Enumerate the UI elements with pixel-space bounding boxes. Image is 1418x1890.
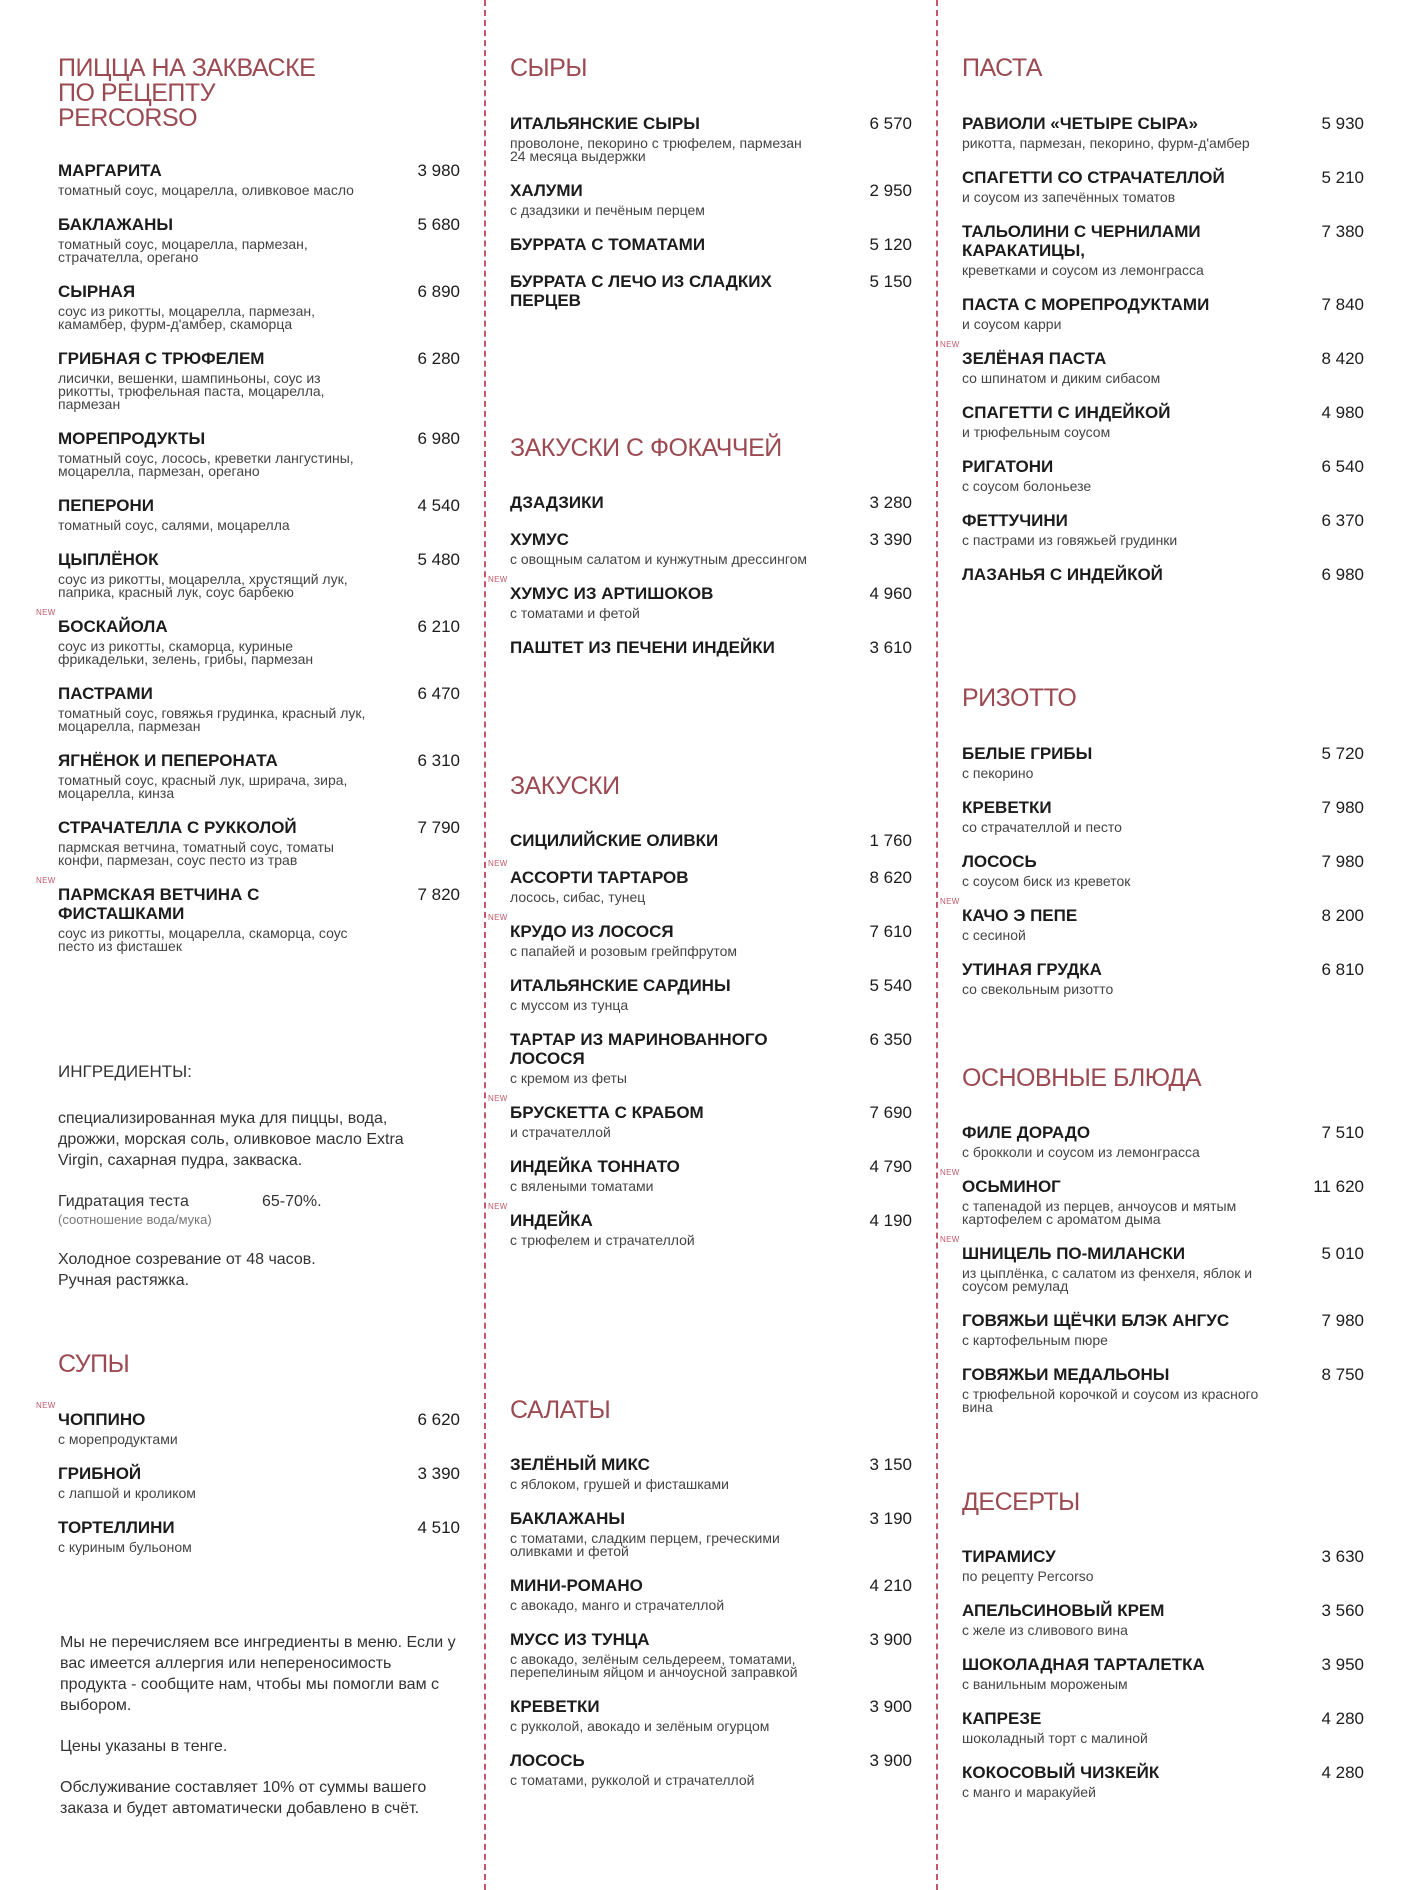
menu-item-price: 5 120 bbox=[869, 235, 912, 254]
menu-item-description: с сесиной bbox=[962, 927, 1026, 943]
menu-item-description: со свекольным ризотто bbox=[962, 981, 1114, 997]
menu-item bbox=[962, 222, 1364, 277]
mains-items bbox=[940, 1123, 1364, 1415]
menu-item-description: с манго и маракуйей bbox=[962, 1784, 1096, 1800]
menu-item-price: 7 820 bbox=[417, 885, 460, 904]
menu-item-description: креветками и соусом из лемонграсса bbox=[962, 262, 1204, 278]
menu-item-price: 4 790 bbox=[869, 1157, 912, 1176]
salads-items bbox=[510, 1455, 912, 1787]
menu-item-name: ФЕТТУЧИНИ bbox=[962, 511, 1068, 530]
menu-item bbox=[962, 1601, 1364, 1637]
menu-item-description: и трюфельным соусом bbox=[962, 424, 1111, 440]
menu-item-price: 8 200 bbox=[1321, 906, 1364, 925]
menu-item-price: 6 540 bbox=[1321, 457, 1364, 476]
menu-item-price: 3 390 bbox=[417, 1464, 460, 1483]
menu-item-name: ЛОСОСЬ bbox=[510, 1751, 585, 1770]
cold-proofing-text bbox=[58, 1249, 460, 1291]
appetizers-section bbox=[488, 772, 912, 1265]
menu-item-description: с томатами, сладким перцем, греческими оливками и фетой bbox=[510, 1530, 780, 1559]
menu-item-price: 6 810 bbox=[1321, 960, 1364, 979]
section-title-focaccia: ЗАКУСКИ С ФОКАЧЧЕЙ bbox=[510, 434, 782, 462]
menu-item bbox=[940, 340, 1364, 386]
menu-item-name: КРЕВЕТКИ bbox=[962, 798, 1052, 817]
menu-item-price: 5 720 bbox=[1321, 744, 1364, 763]
focaccia-items bbox=[488, 493, 912, 657]
menu-item-price: 4 280 bbox=[1321, 1709, 1364, 1728]
menu-item-name: РАВИОЛИ «ЧЕТЫРЕ СЫРА» bbox=[962, 114, 1198, 133]
section-title-pizza: ПИЦЦА НА ЗАКВАСКЕ ПО РЕЦЕПТУ PERCORSO bbox=[58, 54, 316, 132]
menu-item bbox=[510, 235, 912, 254]
menu-item-price: 4 540 bbox=[417, 496, 460, 515]
menu-item-name: РИГАТОНИ bbox=[962, 457, 1054, 476]
desserts-section bbox=[962, 1490, 1364, 1817]
menu-item bbox=[488, 1094, 912, 1140]
new-badge: NEW bbox=[36, 608, 56, 617]
menu-item-description: томатный соус, красный лук, шрирача, зира, моцарелла, кинза bbox=[58, 772, 348, 801]
section-title-appetizers: ЗАКУСКИ bbox=[510, 772, 620, 800]
menu-item bbox=[488, 913, 912, 959]
new-badge: NEW bbox=[488, 1202, 508, 1211]
menu-item-description: томатный соус, лосось, креветки лангустины, моцарелла, пармезан, орегано bbox=[58, 450, 354, 479]
menu-item-description: с ванильным мороженым bbox=[962, 1676, 1128, 1692]
menu-item-price: 6 280 bbox=[417, 349, 460, 368]
menu-item-description: с картофельным пюре bbox=[962, 1332, 1108, 1348]
menu-item-price: 3 980 bbox=[417, 161, 460, 180]
menu-item-price: 6 370 bbox=[1321, 511, 1364, 530]
menu-item-name: ЗЕЛЁНАЯ ПАСТА bbox=[962, 349, 1107, 368]
cheeses-section bbox=[510, 56, 912, 328]
menu-item bbox=[962, 852, 1364, 888]
menu-item-price: 5 680 bbox=[417, 215, 460, 234]
menu-item-price: 6 980 bbox=[417, 429, 460, 448]
menu-item-price: 4 280 bbox=[1321, 1763, 1364, 1782]
menu-item-name: ФИЛЕ ДОРАДО bbox=[962, 1123, 1091, 1142]
menu-item-description: с папайей и розовым грейпфрутом bbox=[510, 943, 738, 959]
hydration-label: Гидратация теста bbox=[58, 1193, 189, 1210]
allergy-note: Мы не перечисляем все ингредиенты в меню. Если у вас имеется аллергия или непереносимость продукта - сообщите нам, чтобы мы помогли вам с выбором. bbox=[60, 1634, 456, 1714]
menu-item-price: 8 620 bbox=[869, 868, 912, 887]
menu-item-name: КРУДО ИЗ ЛОСОСЯ bbox=[510, 922, 674, 941]
menu-item-name: КАЧО Э ПЕПЕ bbox=[962, 906, 1078, 925]
menu-item bbox=[488, 1202, 912, 1248]
new-badge: NEW bbox=[940, 340, 960, 349]
menu-item bbox=[962, 457, 1364, 493]
soups-section bbox=[36, 1350, 460, 1572]
menu-item bbox=[510, 493, 912, 512]
menu-item-name: ПАШТЕТ ИЗ ПЕЧЕНИ ИНДЕЙКИ bbox=[510, 638, 775, 657]
menu-item-name: ИНДЕЙКА bbox=[510, 1211, 593, 1230]
menu-item-name: ПАРМСКАЯ ВЕТЧИНА С ФИСТАШКАМИ bbox=[58, 885, 260, 923]
menu-item-description: с куриным бульоном bbox=[58, 1539, 192, 1555]
menu-item bbox=[36, 1401, 460, 1447]
menu-item-price: 1 760 bbox=[869, 831, 912, 850]
menu-item-price: 4 510 bbox=[417, 1518, 460, 1537]
menu-item-price: 5 010 bbox=[1321, 1244, 1364, 1263]
menu-item-price: 5 480 bbox=[417, 550, 460, 569]
menu-item-description: с кремом из феты bbox=[510, 1070, 627, 1086]
menu-item-name: ИНДЕЙКА ТОННАТО bbox=[510, 1157, 680, 1176]
menu-item-price: 5 210 bbox=[1321, 168, 1364, 187]
menu-item-name: ГОВЯЖЬИ МЕДАЛЬОНЫ bbox=[962, 1365, 1170, 1384]
menu-item-price: 7 790 bbox=[417, 818, 460, 837]
menu-item-name: МИНИ-РОМАНО bbox=[510, 1576, 643, 1595]
menu-item bbox=[962, 1655, 1364, 1691]
menu-item bbox=[962, 798, 1364, 834]
menu-item bbox=[510, 181, 912, 217]
menu-item-name: ЧОППИНО bbox=[58, 1410, 146, 1429]
menu-item bbox=[58, 349, 460, 411]
menu-item bbox=[962, 744, 1364, 780]
menu-item-name: ШНИЦЕЛЬ ПО-МИЛАНСКИ bbox=[962, 1244, 1186, 1263]
menu-item-description: пармская ветчина, томатный соус, томаты конфи, пармезан, соус песто из трав bbox=[58, 839, 334, 868]
pizza-section bbox=[36, 54, 460, 971]
menu-item-name: БОСКАЙОЛА bbox=[58, 617, 168, 636]
notes-text bbox=[60, 1632, 460, 1819]
menu-item-name: СИЦИЛИЙСКИЕ ОЛИВКИ bbox=[510, 831, 719, 850]
menu-item bbox=[58, 429, 460, 478]
menu-item-name: СТРАЧАТЕЛЛА С РУККОЛОЙ bbox=[58, 818, 297, 837]
pasta-items bbox=[940, 114, 1364, 584]
new-badge: NEW bbox=[488, 1094, 508, 1103]
menu-item-description: с дзадзики и печёным перцем bbox=[510, 202, 705, 218]
new-badge: NEW bbox=[940, 897, 960, 906]
menu-item-price: 5 540 bbox=[869, 976, 912, 995]
menu-item-description: проволоне, пекорино с трюфелем, пармезан 24 месяца выдержки bbox=[510, 135, 802, 164]
menu-item bbox=[962, 565, 1364, 584]
menu-item-description: с авокадо, манго и страчателлой bbox=[510, 1597, 725, 1613]
menu-item-name: МАРГАРИТА bbox=[58, 161, 162, 180]
menu-item-name: ПАСТРАМИ bbox=[58, 684, 153, 703]
menu-item-price: 4 190 bbox=[869, 1211, 912, 1230]
menu-item-description: с вялеными томатами bbox=[510, 1178, 654, 1194]
menu-item-name: ТАЛЬОЛИНИ С ЧЕРНИЛАМИ КАРАКАТИЦЫ, bbox=[962, 222, 1201, 260]
new-badge: NEW bbox=[36, 876, 56, 885]
menu-item bbox=[58, 751, 460, 800]
cheeses-items bbox=[510, 114, 912, 310]
menu-item-description: и страчателлой bbox=[510, 1124, 611, 1140]
menu-item-price: 5 930 bbox=[1321, 114, 1364, 133]
menu-item-name: СПАГЕТТИ СО СТРАЧАТЕЛЛОЙ bbox=[962, 168, 1225, 187]
menu-item-name: ЗЕЛЁНЫЙ МИКС bbox=[510, 1455, 650, 1474]
menu-item-description: с пекорино bbox=[962, 765, 1034, 781]
mains-section bbox=[940, 1064, 1364, 1432]
menu-item-price: 7 380 bbox=[1321, 222, 1364, 241]
hand-stretch-line: Ручная растяжка. bbox=[58, 1272, 190, 1289]
menu-item-name: ЦЫПЛЁНОК bbox=[58, 550, 159, 569]
menu-item bbox=[58, 161, 460, 197]
menu-item-description: томатный соус, моцарелла, оливковое масло bbox=[58, 182, 354, 198]
menu-item bbox=[510, 1751, 912, 1787]
menu-item-description: с тапенадой из перцев, анчоусов и мятым картофелем с ароматом дыма bbox=[962, 1198, 1237, 1227]
menu-item-description: шоколадный торт с малиной bbox=[962, 1730, 1148, 1746]
menu-item bbox=[58, 496, 460, 532]
menu-item-description: с авокадо, зелёным сельдереем, томатами, перепелиным яйцом и анчоусной заправкой bbox=[510, 1651, 798, 1680]
menu-item-description: с соусом биск из креветок bbox=[962, 873, 1131, 889]
hydration-note: (соотношение вода/мука) bbox=[58, 1212, 212, 1227]
desserts-items bbox=[962, 1547, 1364, 1799]
menu-item-price: 3 390 bbox=[869, 530, 912, 549]
menu-item bbox=[510, 1697, 912, 1733]
menu-item-description: лисички, вешенки, шампиньоны, соус из рикотты, трюфельная паста, моцарелла, пармезан bbox=[58, 370, 325, 412]
menu-item-description: со шпинатом и диким сибасом bbox=[962, 370, 1161, 386]
menu-item-description: томатный соус, говяжья грудинка, красный лук, моцарелла, пармезан bbox=[58, 705, 366, 734]
menu-item-description: с соусом болоньезе bbox=[962, 478, 1092, 494]
section-title-soups: СУПЫ bbox=[58, 1350, 130, 1378]
new-badge: NEW bbox=[940, 1168, 960, 1177]
menu-item-description: и соусом из запечённых томатов bbox=[962, 189, 1176, 205]
menu-item bbox=[510, 530, 912, 566]
menu-item-name: ХАЛУМИ bbox=[510, 181, 583, 200]
menu-item-name: КОКОСОВЫЙ ЧИЗКЕЙК bbox=[962, 1763, 1160, 1782]
menu-item-price: 6 310 bbox=[417, 751, 460, 770]
menu-item-name: БУРРАТА С ЛЕЧО ИЗ СЛАДКИХ ПЕРЦЕВ bbox=[510, 272, 772, 310]
menu-item-name: КАПРЕЗЕ bbox=[962, 1709, 1042, 1728]
menu-item-price: 3 900 bbox=[869, 1697, 912, 1716]
menu-item-description: с лапшой и кроликом bbox=[58, 1485, 196, 1501]
pasta-section bbox=[940, 54, 1364, 602]
menu-item bbox=[510, 114, 912, 163]
pizza-items bbox=[36, 161, 460, 954]
new-badge: NEW bbox=[36, 1401, 56, 1410]
menu-item-name: МУСС ИЗ ТУНЦА bbox=[510, 1630, 650, 1649]
menu-item-price: 7 690 bbox=[869, 1103, 912, 1122]
menu-item-price: 7 980 bbox=[1321, 1311, 1364, 1330]
menu-item-price: 6 470 bbox=[417, 684, 460, 703]
section-title-risotto: РИЗОТТО bbox=[962, 684, 1077, 712]
menu-item bbox=[58, 1464, 460, 1500]
menu-item-price: 5 150 bbox=[869, 272, 912, 291]
menu-item-price: 3 900 bbox=[869, 1630, 912, 1649]
menu-item-description: с морепродуктами bbox=[58, 1431, 178, 1447]
menu-item bbox=[962, 403, 1364, 439]
section-title-cheeses: СЫРЫ bbox=[510, 54, 587, 82]
menu-item-price: 3 150 bbox=[869, 1455, 912, 1474]
menu-item-name: МОРЕПРОДУКТЫ bbox=[58, 429, 206, 448]
column-divider-2 bbox=[936, 0, 938, 1890]
menu-item-name: ХУМУС ИЗ АРТИШОКОВ bbox=[510, 584, 714, 603]
menu-item-description: с пастрами из говяжьей грудинки bbox=[962, 532, 1178, 548]
menu-item-name: ТИРАМИСУ bbox=[962, 1547, 1056, 1566]
menu-item bbox=[962, 511, 1364, 547]
menu-item-price: 6 210 bbox=[417, 617, 460, 636]
menu-item-description: рикотта, пармезан, пекорино, фурм-д'амбер bbox=[962, 135, 1250, 151]
menu-item-price: 7 980 bbox=[1321, 798, 1364, 817]
menu-item-price: 3 610 bbox=[869, 638, 912, 657]
menu-item-name: ТОРТЕЛЛИНИ bbox=[58, 1518, 175, 1537]
menu-item-description: с овощным салатом и кунжутным дрессингом bbox=[510, 551, 808, 567]
menu-item-description: с томатами и фетой bbox=[510, 605, 640, 621]
risotto-items bbox=[940, 744, 1364, 997]
hydration-value: 65-70%. bbox=[262, 1193, 322, 1210]
menu-item bbox=[962, 114, 1364, 150]
menu-item-price: 7 840 bbox=[1321, 295, 1364, 314]
menu-item-name: БЕЛЫЕ ГРИБЫ bbox=[962, 744, 1093, 763]
menu-item bbox=[510, 1157, 912, 1193]
menu-item bbox=[962, 295, 1364, 331]
menu-item bbox=[510, 1509, 912, 1558]
menu-item bbox=[940, 897, 1364, 943]
menu-item-description: со страчателлой и песто bbox=[962, 819, 1122, 835]
menu-item-price: 3 190 bbox=[869, 1509, 912, 1528]
menu-item-name: ПЕПЕРОНИ bbox=[58, 496, 154, 515]
menu-item bbox=[58, 1518, 460, 1554]
menu-item-name: ШОКОЛАДНАЯ ТАРТАЛЕТКА bbox=[962, 1655, 1205, 1674]
menu-item-description: соус из рикотты, моцарелла, пармезан, камамбер, фурм-д'амбер, скаморца bbox=[58, 303, 315, 332]
salads-section bbox=[510, 1398, 912, 1805]
menu-item-name: ХУМУС bbox=[510, 530, 569, 549]
menu-item bbox=[36, 876, 460, 954]
menu-item bbox=[510, 272, 912, 310]
menu-item bbox=[962, 1709, 1364, 1745]
menu-item-price: 6 620 bbox=[417, 1410, 460, 1429]
new-badge: NEW bbox=[488, 575, 508, 584]
menu-item-description: с брокколи и соусом из лемонграсса bbox=[962, 1144, 1200, 1160]
menu-item-name: ГРИБНОЙ bbox=[58, 1464, 142, 1483]
menu-item-name: ЯГНЁНОК И ПЕПЕРОНАТА bbox=[58, 751, 278, 770]
menu-item-name: БРУСКЕТТА С КРАБОМ bbox=[510, 1103, 704, 1122]
hydration-row bbox=[58, 1192, 460, 1212]
menu-item-name: УТИНАЯ ГРУДКА bbox=[962, 960, 1102, 979]
menu-item-name: БАКЛАЖАНЫ bbox=[510, 1509, 625, 1528]
menu-item bbox=[488, 575, 912, 621]
menu-item bbox=[962, 168, 1364, 204]
menu-item-name: ИТАЛЬЯНСКИЕ СЫРЫ bbox=[510, 114, 700, 133]
menu-item-name: СПАГЕТТИ С ИНДЕЙКОЙ bbox=[962, 403, 1171, 422]
menu-item-name: БУРРАТА С ТОМАТАМИ bbox=[510, 235, 706, 254]
menu-item-price: 3 560 bbox=[1321, 1601, 1364, 1620]
menu-item-description: с трюфелем и страчателлой bbox=[510, 1232, 695, 1248]
appetizers-items bbox=[488, 831, 912, 1248]
menu-item-price: 4 210 bbox=[869, 1576, 912, 1595]
menu-item-price: 6 980 bbox=[1321, 565, 1364, 584]
menu-item-description: и соусом карри bbox=[962, 316, 1062, 332]
cold-proofing-line: Холодное созревание от 48 часов. bbox=[58, 1251, 316, 1268]
menu-item-name: ГОВЯЖЬИ ЩЁЧКИ БЛЭК АНГУС bbox=[962, 1311, 1230, 1330]
menu-item-name: БАКЛАЖАНЫ bbox=[58, 215, 173, 234]
section-title-salads: САЛАТЫ bbox=[510, 1396, 611, 1424]
ingredients-block bbox=[58, 1062, 460, 1291]
menu-item-price: 3 950 bbox=[1321, 1655, 1364, 1674]
menu-item-price: 8 420 bbox=[1321, 349, 1364, 368]
menu-item-price: 6 570 bbox=[869, 114, 912, 133]
menu-item-description: соус из рикотты, моцарелла, хрустящий лук, паприка, красный лук, соус барбекю bbox=[58, 571, 348, 600]
menu-item-name: ЛАЗАНЬЯ С ИНДЕЙКОЙ bbox=[962, 565, 1163, 584]
menu-item-price: 7 610 bbox=[869, 922, 912, 941]
ingredients-text: специализированная мука для пиццы, вода, дрожжи, морская соль, оливковое масло Extra Virgin, сахарная пудра, закваска. bbox=[58, 1110, 404, 1169]
menu-item-name: ДЗАДЗИКИ bbox=[510, 493, 604, 512]
menu-item-description: по рецепту Percorso bbox=[962, 1568, 1094, 1584]
menu-item-price: 2 950 bbox=[869, 181, 912, 200]
menu-item-description: томатный соус, салями, моцарелла bbox=[58, 517, 290, 533]
menu-item bbox=[510, 1576, 912, 1612]
menu-item bbox=[510, 1455, 912, 1491]
menu-item bbox=[58, 684, 460, 733]
menu-item bbox=[962, 960, 1364, 996]
menu-item-price: 6 350 bbox=[869, 1030, 912, 1049]
new-badge: NEW bbox=[940, 1235, 960, 1244]
menu-item bbox=[962, 1311, 1364, 1347]
menu-item-price: 4 960 bbox=[869, 584, 912, 603]
menu-item bbox=[510, 831, 912, 850]
menu-item-name: КРЕВЕТКИ bbox=[510, 1697, 600, 1716]
new-badge: NEW bbox=[488, 913, 508, 922]
menu-item-name: АССОРТИ ТАРТАРОВ bbox=[510, 868, 689, 887]
menu-item-price: 3 900 bbox=[869, 1751, 912, 1770]
menu-item-description: лосось, сибас, тунец bbox=[510, 889, 646, 905]
menu-item-description: из цыплёнка, с салатом из фенхеля, яблок и соусом ремулад bbox=[962, 1265, 1253, 1294]
menu-item-price: 3 280 bbox=[869, 493, 912, 512]
menu-item bbox=[58, 818, 460, 867]
risotto-section bbox=[940, 684, 1364, 1014]
menu-item bbox=[510, 1630, 912, 1679]
menu-item-name: СЫРНАЯ bbox=[58, 282, 136, 301]
new-badge: NEW bbox=[488, 859, 508, 868]
menu-item-price: 6 890 bbox=[417, 282, 460, 301]
section-title-pasta: ПАСТА bbox=[962, 54, 1042, 82]
menu-item bbox=[58, 282, 460, 331]
section-title-desserts: ДЕСЕРТЫ bbox=[962, 1488, 1080, 1516]
menu-item bbox=[58, 215, 460, 264]
ingredients-label: ИНГРЕДИЕНТЫ: bbox=[58, 1062, 192, 1081]
menu-item bbox=[940, 1235, 1364, 1294]
menu-item-price: 8 750 bbox=[1321, 1365, 1364, 1384]
menu-item-name: ОСЬМИНОГ bbox=[962, 1177, 1061, 1196]
focaccia-section bbox=[488, 434, 912, 675]
menu-item bbox=[488, 859, 912, 905]
menu-item-description: с рукколой, авокадо и зелёным огурцом bbox=[510, 1718, 770, 1734]
menu-item-name: ПАСТА С МОРЕПРОДУКТАМИ bbox=[962, 295, 1210, 314]
service-note: Обслуживание составляет 10% от суммы вашего заказа и будет автоматически добавлено в счёт. bbox=[60, 1779, 427, 1817]
menu-item bbox=[510, 1030, 912, 1085]
menu-item-name: ЛОСОСЬ bbox=[962, 852, 1037, 871]
menu-item-name: АПЕЛЬСИНОВЫЙ КРЕМ bbox=[962, 1601, 1165, 1620]
menu-item-description: с томатами, рукколой и страчателлой bbox=[510, 1772, 755, 1788]
menu-item-description: соус из рикотты, моцарелла, скаморца, соус песто из фисташек bbox=[58, 925, 348, 954]
notes-block bbox=[60, 1632, 460, 1839]
menu-item-name: ИТАЛЬЯНСКИЕ САРДИНЫ bbox=[510, 976, 731, 995]
menu-item-description: соус из рикотты, скаморца, куриные фрикадельки, зелень, грибы, пармезан bbox=[58, 638, 314, 667]
menu-item-price: 3 630 bbox=[1321, 1547, 1364, 1566]
section-title-mains: ОСНОВНЫЕ БЛЮДА bbox=[962, 1064, 1202, 1092]
menu-item bbox=[36, 608, 460, 667]
menu-item bbox=[962, 1547, 1364, 1583]
soups-items bbox=[36, 1401, 460, 1555]
menu-item-name: ГРИБНАЯ С ТРЮФЕЛЕМ bbox=[58, 349, 265, 368]
menu-item-description: с яблоком, грушей и фисташками bbox=[510, 1476, 729, 1492]
menu-item-description: томатный соус, моцарелла, пармезан, страчателла, орегано bbox=[58, 236, 308, 265]
menu-item bbox=[58, 550, 460, 599]
menu-item bbox=[940, 1168, 1364, 1227]
menu-item-description: с трюфельной корочкой и соусом из красного вина bbox=[962, 1386, 1259, 1415]
menu-item bbox=[510, 976, 912, 1012]
menu-item-description: с желе из сливового вина bbox=[962, 1622, 1128, 1638]
menu-item bbox=[962, 1763, 1364, 1799]
menu-item-description: с муссом из тунца bbox=[510, 997, 629, 1013]
menu-item-price: 7 980 bbox=[1321, 852, 1364, 871]
menu-item-price: 4 980 bbox=[1321, 403, 1364, 422]
menu-item-price: 7 510 bbox=[1321, 1123, 1364, 1142]
column-divider-1 bbox=[484, 0, 486, 1890]
menu-item-name: ТАРТАР ИЗ МАРИНОВАННОГО ЛОСОСЯ bbox=[510, 1030, 768, 1068]
menu-item bbox=[510, 638, 912, 657]
currency-note: Цены указаны в тенге. bbox=[60, 1738, 228, 1755]
menu-item bbox=[962, 1123, 1364, 1159]
menu-item-price: 11 620 bbox=[1313, 1177, 1364, 1196]
menu-item bbox=[962, 1365, 1364, 1414]
